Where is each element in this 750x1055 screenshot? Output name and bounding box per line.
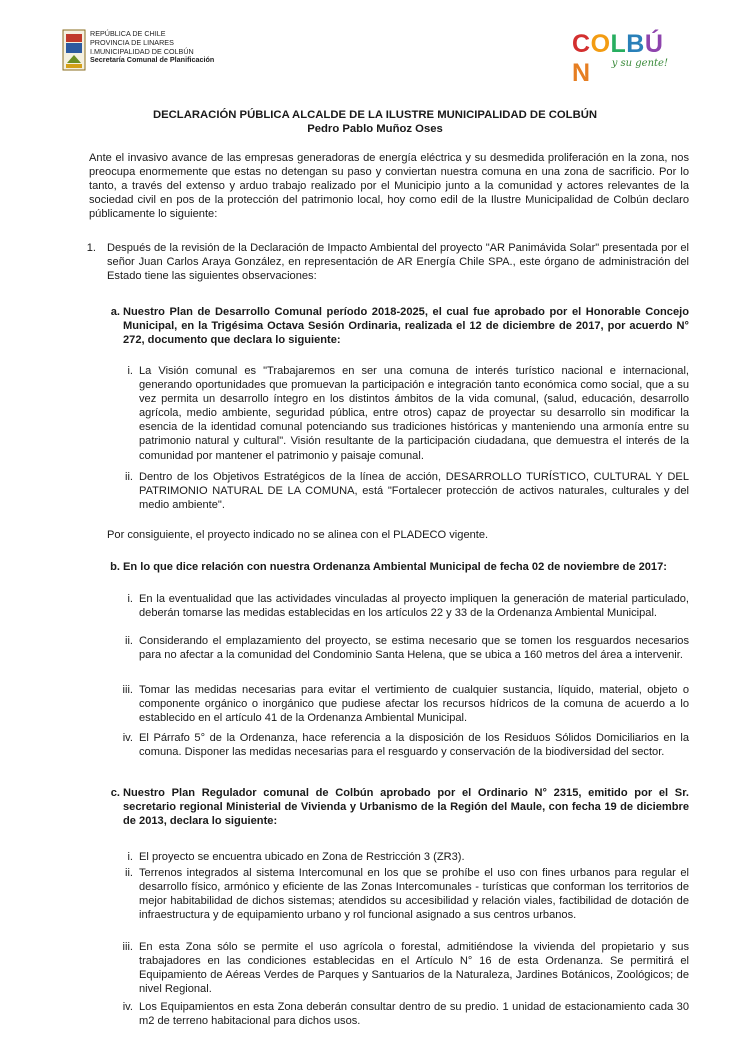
institution-block [90,30,214,65]
institution-line: REPÚBLICA DE CHILE [90,29,166,38]
section-c-item-i: El proyecto se encuentra ubicado en Zona de Restricción 3 (ZR3). [139,851,465,863]
section-a-item-ii: Dentro de los Objetivos Estratégicos de la línea de acción, DESARROLLO TURÍSTICO, CULTURAL Y DEL PATRIMONIO NATURAL DE LA COMUNA, está "Fortalecer protección de activos naturales, culturales y del medio ambiente". [139,471,689,512]
section-b-item-iv: El Párrafo 5° de la Ordenanza, hace referencia a la disposición de los Residuos Sólidos Domiciliarios en la comuna. Disponer las medidas necesarias para el resguardo y conservación de la biodiversidad del sector. [139,732,689,759]
logo-letter: C [572,30,591,58]
section-letter: a. [110,306,120,318]
section-a-heading: Nuestro Plan de Desarrollo Comunal período 2018-2025, el cual fue aprobado por el Honorable Concejo Municipal, en la Trigésima Octava Sesión Ordinaria, realizada el 12 de diciembre de 2017, por acuerdo N° 272, documento que declara lo siguiente: [123,306,689,347]
section-c-item-ii: Terrenos integrados al sistema Intercomunal en los que se prohíbe el uso con fines urbanos para regular el desarrollo físico, armónico y eficiente de las Zonas Intercomunales - turísticas que conforman los territorios de mejor habitabilidad de dichos sistemas; atendidos su accesibilidad y relación viales, factibilidad de dotación de infraestructura y de equipamiento urbano y rol funcional asignado a sus centros urbanos. [139,867,689,922]
colbun-logo [572,28,672,87]
logo-letter: B [626,30,645,58]
roman-numeral: ii. [124,867,133,879]
institution-line: PROVINCIA DE LINARES [90,37,174,47]
section-b-heading: En lo que dice relación con nuestra Ordenanza Ambiental Municipal de fecha 02 de noviembre de 2017: [123,561,667,573]
section-a-conclusion: Por consiguiente, el proyecto indicado no se alinea con el PLADECO vigente. [107,529,489,541]
roman-numeral: i. [127,593,133,605]
document-title [0,109,750,136]
section-b-item-ii: Considerando el emplazamiento del proyecto, se estima necesario que se tomen los resguardos necesarios para no afectar a la comunidad del Condominio Santa Helena, que se ubica a 160 metros del área a intervenir. [139,635,689,662]
title-line: DECLARACIÓN PÚBLICA ALCALDE DE LA ILUSTRE MUNICIPALIDAD DE COLBÚN [152,109,598,121]
logo-letter: O [590,30,611,58]
section-c-item-iii: En esta Zona sólo se permite el uso agrícola o forestal, admitiéndose la vivienda del propietario y sus trabajadores en las condiciones establecidas en el Artículo N° 16 de esta Ordenanza. Se permitirá el Equipamiento de Aéreas Verdes de Parques y Santuarios de la Naturaleza, Jardines Botánicos, Zoológicos; de nivel Regional. [139,941,689,996]
roman-numeral: i. [127,851,133,863]
roman-numeral: iv. [122,1001,133,1013]
section-a-item-i: La Visión comunal es "Trabajaremos en ser una comuna de interés turístico nacional e internacional, generando oportunidades que promuevan la participación e integración tanto económica como social, que a su vez permita un desarrollo íntegro en los distintos ámbitos de la vida comunal, (salud, educación, desarrollo agrícola, medio ambiente, seguridad pública, entre otros) capaz de proyectar su desarrollo sin modificar la esencia de la identidad comunal potenciando sus tradiciones históricas y manteniendo una armonía entre su patrimonio natural y cultural". Visión resultante de la participación ciudadana, que demuestra el interés de la comunidad por mantener el patrimonio y paisaje comunal. [139,365,689,462]
roman-numeral: iii. [122,941,133,953]
institution-line: Secretaría Comunal de Planificación [90,55,215,65]
title-author: Pedro Pablo Muñoz Oses [307,122,443,135]
logo-letter: N [572,59,591,87]
section-letter: c. [110,787,120,799]
item-number: 1. [86,242,96,254]
section-b-item-i: En la eventualidad que las actividades vinculadas al proyecto impliquen la generación de material particulado, deberán tomarse las medidas establecidas en los artículos 22 y 33 de la Ordenanza Ambiental Municipal. [139,593,689,620]
logo-letter: Ú [644,30,664,58]
roman-numeral: ii. [124,635,133,647]
item-1-text: Después de la revisión de la Declaración de Impacto Ambiental del proyecto "AR Panimávida Solar" presentada por el señor Juan Carlos Araya González, en representación de AR Energía Chile SPA., este órgano de administración del Estado tiene las siguientes observaciones: [107,242,689,283]
section-b-item-iii: Tomar las medidas necesarias para evitar el vertimiento de cualquier sustancia, líquido, material, objeto o componente orgánico o inorgánico que pudiese afectar los recursos hídricos de la comuna de acuerdo a lo establecido en el artículo 41 de la Ordenanza Ambiental Municipal. [139,684,689,725]
letterhead [62,28,672,87]
logo-letter: L [610,30,627,58]
roman-numeral: i. [127,365,133,377]
logo-tagline: y su gente! [611,58,668,69]
intro-paragraph: Ante el invasivo avance de las empresas generadoras de energía eléctrica y su desmedida proliferación en la zona, nos preocupa enormemente que estas no detengan su paso y conviertan nuestra comuna en una zona de sacrificio. Por lo tanto, a través del extenso y arduo trabajo realizado por el Municipio junto a la comunidad y actores relevantes de la sociedad civil en pos de la protección del patrimonio local, hoy como edil de la Ilustre Municipalidad de Colbún declaro públicamente lo siguiente: [89,152,689,221]
roman-numeral: iii. [122,684,133,696]
municipal-crest-icon [62,28,86,72]
institution-line: I.MUNICIPALIDAD DE COLBÚN [90,46,194,56]
section-c-item-iv: Los Equipamientos en esta Zona deberán consultar dentro de su predio. 1 unidad de estacionamiento cada 30 m2 de terreno habitacional para dichos usos. [139,1001,689,1028]
section-c-heading: Nuestro Plan Regulador comunal de Colbún aprobado por el Ordinario N° 2315, emitido por el Sr. secretario regional Ministerial de Vivienda y Urbanismo de la Región del Maule, con fecha 19 de diciembre de 2013, declara lo siguiente: [123,787,689,828]
section-letter: b. [110,561,120,573]
roman-numeral: ii. [124,471,133,483]
roman-numeral: iv. [122,732,133,744]
